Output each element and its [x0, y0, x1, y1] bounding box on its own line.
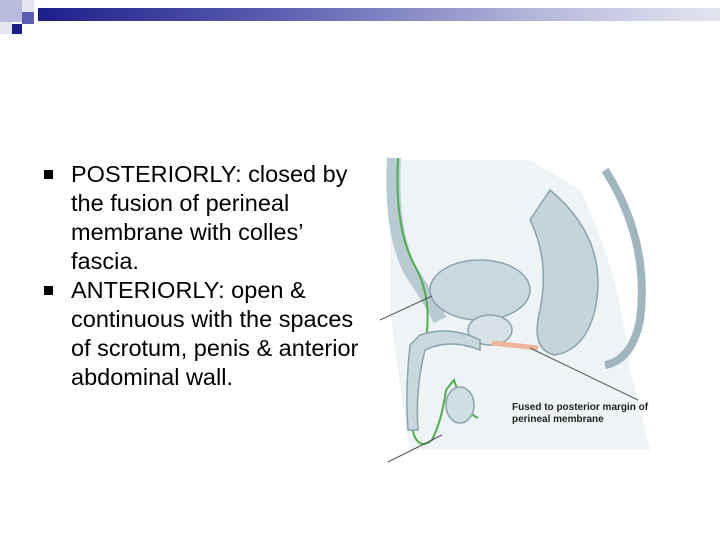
corner-square-3	[22, 12, 34, 24]
bullet-item-anteriorly	[44, 276, 364, 392]
caption-line-1: Fused to posterior margin of	[512, 402, 649, 413]
figure-caption	[512, 402, 692, 426]
caption-line-2: perineal membrane	[512, 414, 604, 425]
corner-square-4	[0, 22, 12, 34]
bullet-square-icon	[44, 286, 53, 295]
title-bar-gradient	[38, 8, 720, 21]
corner-square-2	[22, 0, 34, 12]
corner-square-1	[0, 0, 22, 22]
bullet-item-posteriorly	[44, 160, 364, 276]
testis	[446, 387, 474, 423]
bullet-text: POSTERIORLY: closed by the fusion of perineal membrane with colles’ fascia.	[71, 161, 348, 274]
bullet-square-icon	[44, 170, 53, 179]
bullet-text: ANTERIORLY: open & continuous with the spaces of scrotum, penis & anterior abdominal wall.	[71, 277, 359, 390]
corner-square-5	[12, 24, 22, 34]
bullet-list	[44, 160, 364, 392]
bladder	[430, 260, 530, 320]
